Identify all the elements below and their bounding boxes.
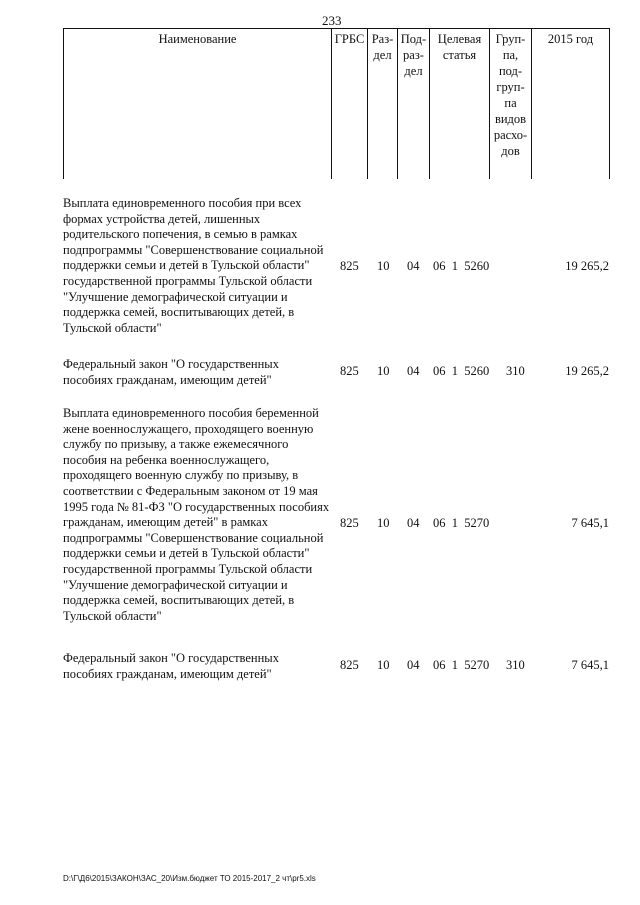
- row-celevaya: 06 1 5270: [433, 658, 490, 672]
- row-amount: 19 265,2: [565, 364, 609, 378]
- header-gruppa-text: Груп- па, под- груп- па видов расхо- дов: [493, 32, 528, 158]
- header-podrazdel-text: Под- раз- дел: [400, 32, 427, 78]
- row-razdel: 10: [377, 516, 390, 530]
- row-amount: 7 645,1: [571, 516, 609, 530]
- header-razdel-text: Раз- дел: [371, 32, 394, 62]
- row-razdel: 10: [377, 658, 390, 672]
- page-number: 233: [322, 13, 342, 28]
- row-vid: 310: [506, 658, 525, 672]
- row-name: Федеральный закон "О государственных пособиях гражданам, имеющим детей": [63, 357, 279, 387]
- row-grbs: 825: [340, 364, 359, 378]
- file-path-footer: D:\Г\Д6\2015\ЗАКОН\ЗАС_20\Изм.бюджет ТО 2015-2017_2 чт\pr5.xls: [63, 874, 316, 883]
- header-celevaya: [430, 29, 490, 179]
- row-podrazdel: 04: [407, 259, 420, 273]
- row-vid: 310: [506, 364, 525, 378]
- row-amount: 19 265,2: [565, 259, 609, 273]
- header-name: Наименование: [64, 29, 332, 179]
- header-celevaya-text: Целевая статья: [437, 32, 482, 62]
- row-grbs: 825: [340, 658, 359, 672]
- table-header: [63, 28, 610, 179]
- row-podrazdel: 04: [407, 658, 420, 672]
- row-razdel: 10: [377, 259, 390, 273]
- row-podrazdel: 04: [407, 364, 420, 378]
- header-gruppa: [490, 29, 532, 179]
- header-podrazdel: [398, 29, 430, 179]
- header-year: 2015 год: [532, 29, 610, 179]
- row-name: Выплата единовременного пособия при всех формах устройства детей, лишенных родительского попечения, в семью в рамках подпрограммы "Совершенствование социальной поддержки семьи и детей в Тульской области" государственной программы Тульской области "Улучшение демографической ситуации и поддержка семей, воспитывающих детей, в Тульской области": [63, 196, 324, 335]
- row-celevaya: 06 1 5270: [433, 516, 490, 530]
- header-grbs: ГРБС: [332, 29, 368, 179]
- row-razdel: 10: [377, 364, 390, 378]
- row-name: Выплата единовременного пособия беременной жене военнослужащего, проходящего военную службу по призыву, а также ежемесячного пособия на ребенка военнослужащего, проходящего военную службу по призыву, в соответствии с Федеральным законом от 19 мая 1995 года № 81-ФЗ "О государственных пособиях гражданам, имеющим детей" в рамках подпрограммы "Совершенствование социальной поддержки семьи и детей в Тульской области" государственной программы Тульской области "Улучшение демографической ситуации и поддержка семей, воспитывающих детей, в Тульской области": [63, 406, 330, 623]
- row-name: Федеральный закон "О государственных пособиях гражданам, имеющим детей": [63, 651, 279, 681]
- row-podrazdel: 04: [407, 516, 420, 530]
- header-razdel: [368, 29, 398, 179]
- row-celevaya: 06 1 5260: [433, 259, 490, 273]
- row-celevaya: 06 1 5260: [433, 364, 490, 378]
- row-amount: 7 645,1: [571, 658, 609, 672]
- row-grbs: 825: [340, 259, 359, 273]
- row-grbs: 825: [340, 516, 359, 530]
